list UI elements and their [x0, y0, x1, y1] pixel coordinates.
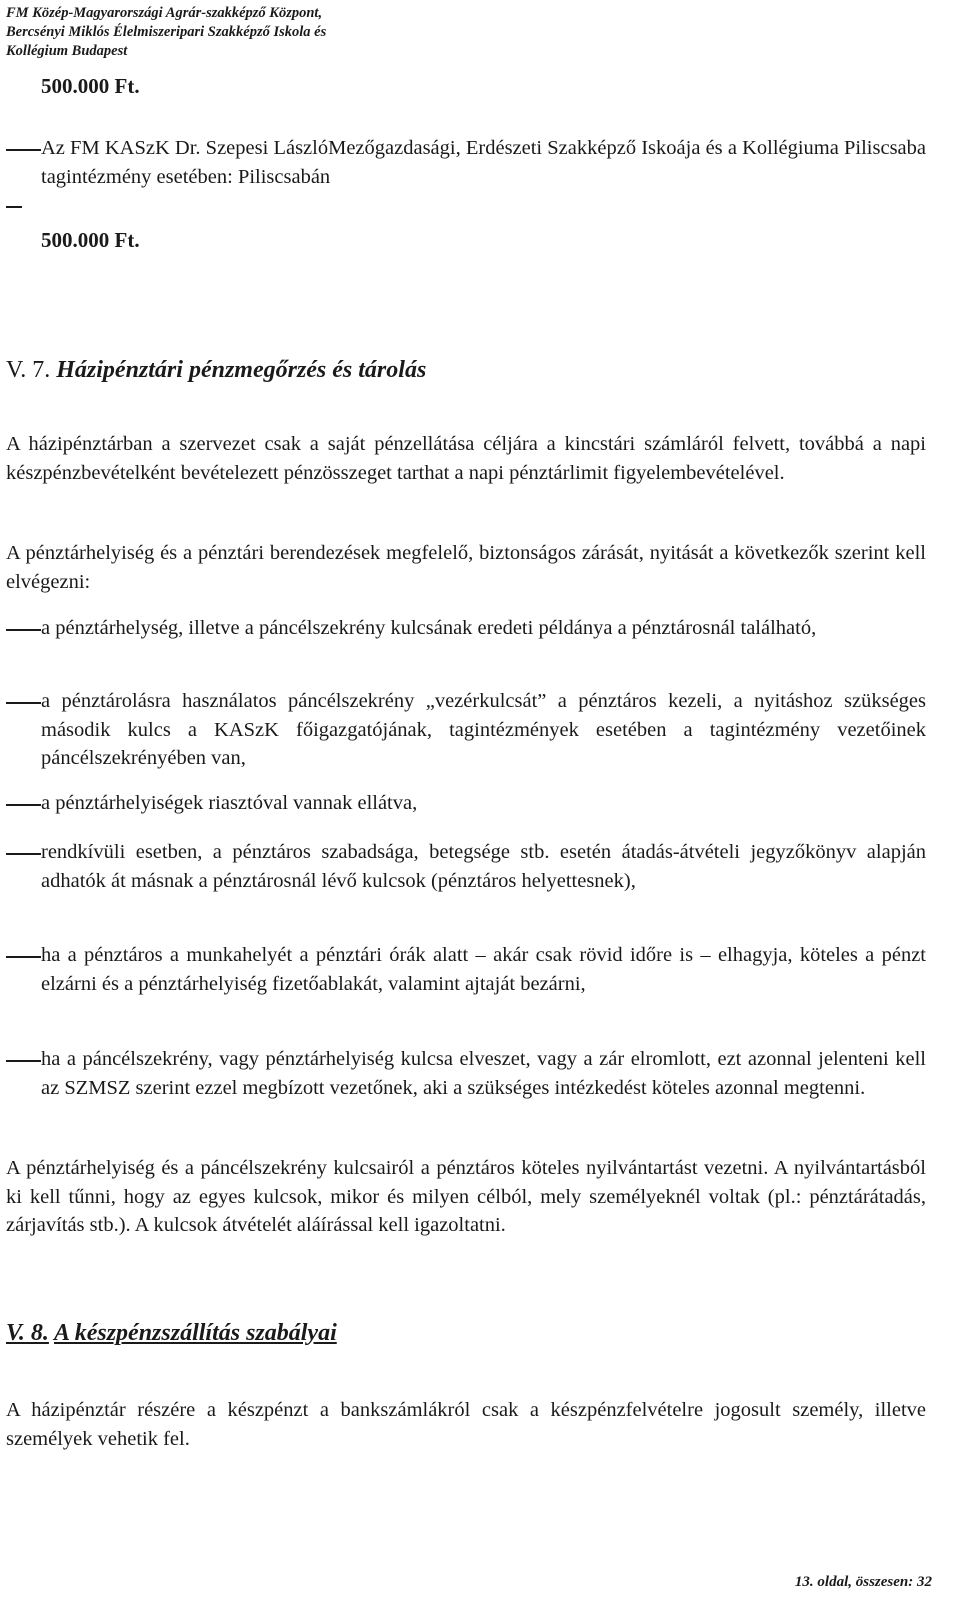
- section-7-paragraph-1: A házipénztárban a szervezet csak a saját pénzellátása céljára a kincstári számláról felvett, továbbá a napi készpénzbevételként bevételezett pénzösszeget tarthat a napi pénztárlimit figyelembevételével.: [6, 433, 926, 484]
- section-8-paragraph-1: A házipénztár részére a készpénzt a bankszámlákról csak a készpénzfelvételre jogosult személy, illetve személyek vehetik fel.: [6, 1399, 926, 1450]
- section-7-paragraph-3: A pénztárhelyiség és a páncélszekrény kulcsairól a pénztáros köteles nyilvántartást vezetni. A nyilvántartásból ki kell tűnni, hogy az egyes kulcsok, mikor és milyen célból, mely személyeknél voltak (pl.: pénztárátadás, zárjavítás stb.). A kulcsok átvételét aláírással kell igazoltatni.: [6, 1157, 926, 1236]
- section-7-title: Házipénztári pénzmegőrzés és tárolás: [56, 357, 427, 383]
- dash-bullet: [6, 956, 41, 958]
- dash-bullet: [6, 804, 41, 806]
- dash-bullet: [6, 629, 41, 631]
- document-header: [6, 4, 406, 61]
- section-7-paragraph-2: A pénztárhelyiség és a pénztári berendezések megfelelő, biztonságos zárását, nyitását a következők szerint kell elvégezni:: [6, 542, 926, 593]
- list-item: ha a pénztáros a munkahelyét a pénztári órák alatt – akár csak rövid időre is – elhagyja, köteles a pénzt elzárni és a pénztárhelyiség fizetőablakát, valamint ajtaját bezárni,: [41, 944, 926, 995]
- header-line-1: FM Közép-Magyarországi Agrár-szakképző Központ,: [6, 5, 323, 21]
- header-line-2: Bercsényi Miklós Élelmiszeripari Szakképző Iskola és: [6, 24, 327, 40]
- section-7-heading: [6, 357, 426, 384]
- section-8-title: A készpénzszállítás szabályai: [54, 1320, 337, 1346]
- amount-2: 500.000 Ft.: [41, 228, 140, 252]
- dash-bullet: [6, 853, 41, 855]
- section-8-heading: [6, 1320, 337, 1347]
- list-item: rendkívüli esetben, a pénztáros szabadsága, betegsége stb. esetén átadás-átvételi jegyzőkönyv alapján adhatók át másnak a pénztárosnál lévő kulcsok (pénztáros helyettesnek),: [41, 841, 926, 892]
- list-item: a pénztárhelyiségek riasztóval vannak ellátva,: [41, 792, 418, 814]
- dash-bullet: [6, 206, 22, 208]
- list-item: a pénztárhelység, illetve a páncélszekrény kulcsának eredeti példánya a pénztárosnál található,: [41, 617, 817, 639]
- header-line-3: Kollégium Budapest: [6, 43, 128, 59]
- page-number: 13. oldal, összesen: 32: [794, 1574, 932, 1590]
- section-7-number: V. 7.: [6, 357, 51, 383]
- list-item: ha a páncélszekrény, vagy pénztárhelyiség kulcsa elveszet, vagy a zár elromlott, ezt azonnal jelenteni kell az SZMSZ szerint ezzel megbízott vezetőnek, aki a szükséges intézkedést köteles azonnal megtenni.: [41, 1048, 926, 1099]
- list-item: a pénztárolásra használatos páncélszekrény „vezérkulcsát” a pénztáros kezeli, a nyitáshoz szükséges második kulcs a KASzK főigazgatójának, tagintézmények esetében a tagintézmény vezetőinek páncélszekrényében van,: [41, 690, 926, 769]
- list-item-kollegium: Az FM KASzK Dr. Szepesi LászlóMezőgazdasági, Erdészeti Szakképző Iskoája és a Kollégiuma Piliscsaba tagintézmény esetében: Piliscsabán: [41, 137, 926, 188]
- section-8-number: V. 8.: [6, 1320, 49, 1346]
- dash-bullet: [6, 149, 41, 151]
- amount-1: 500.000 Ft.: [41, 74, 140, 98]
- dash-bullet: [6, 1060, 41, 1062]
- dash-bullet: [6, 702, 41, 704]
